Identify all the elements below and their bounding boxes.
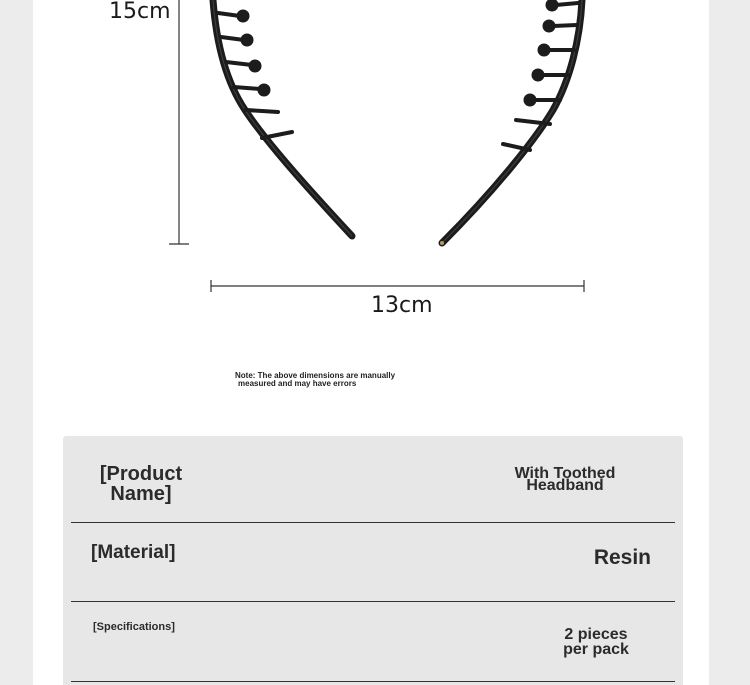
spec-row-material [71, 523, 675, 602]
spec-row-specifications [71, 602, 675, 682]
material-value: Resin [593, 546, 651, 569]
material-label: [Material] [91, 542, 176, 563]
spec-row-product-name [71, 436, 675, 523]
product-name-label [91, 464, 191, 504]
headband-right-arm [440, 0, 582, 245]
product-name-value-line-1: With Toothed [514, 465, 616, 482]
height-dimension-label: 15cm [109, 0, 171, 24]
specifications-value-line-1: 2 pieces [564, 626, 628, 643]
note-line-2: measured and may have errors [238, 379, 357, 388]
product-name-value-line-2: Headband [526, 477, 604, 494]
width-dimension-label: 13cm [371, 293, 433, 318]
specifications-label: [Specifications] [93, 621, 175, 633]
spec-table [63, 436, 683, 685]
note-line-1: Note: The above dimensions are manually [235, 371, 396, 380]
product-name-value [485, 465, 645, 494]
dimension-note [235, 372, 435, 388]
specifications-value-line-2: per pack [563, 641, 629, 658]
headband-left-arm [213, 0, 352, 236]
specifications-value [541, 627, 651, 657]
product-name-label-line-2: Name] [110, 483, 172, 505]
product-name-label-line-1: [Product [99, 463, 183, 485]
